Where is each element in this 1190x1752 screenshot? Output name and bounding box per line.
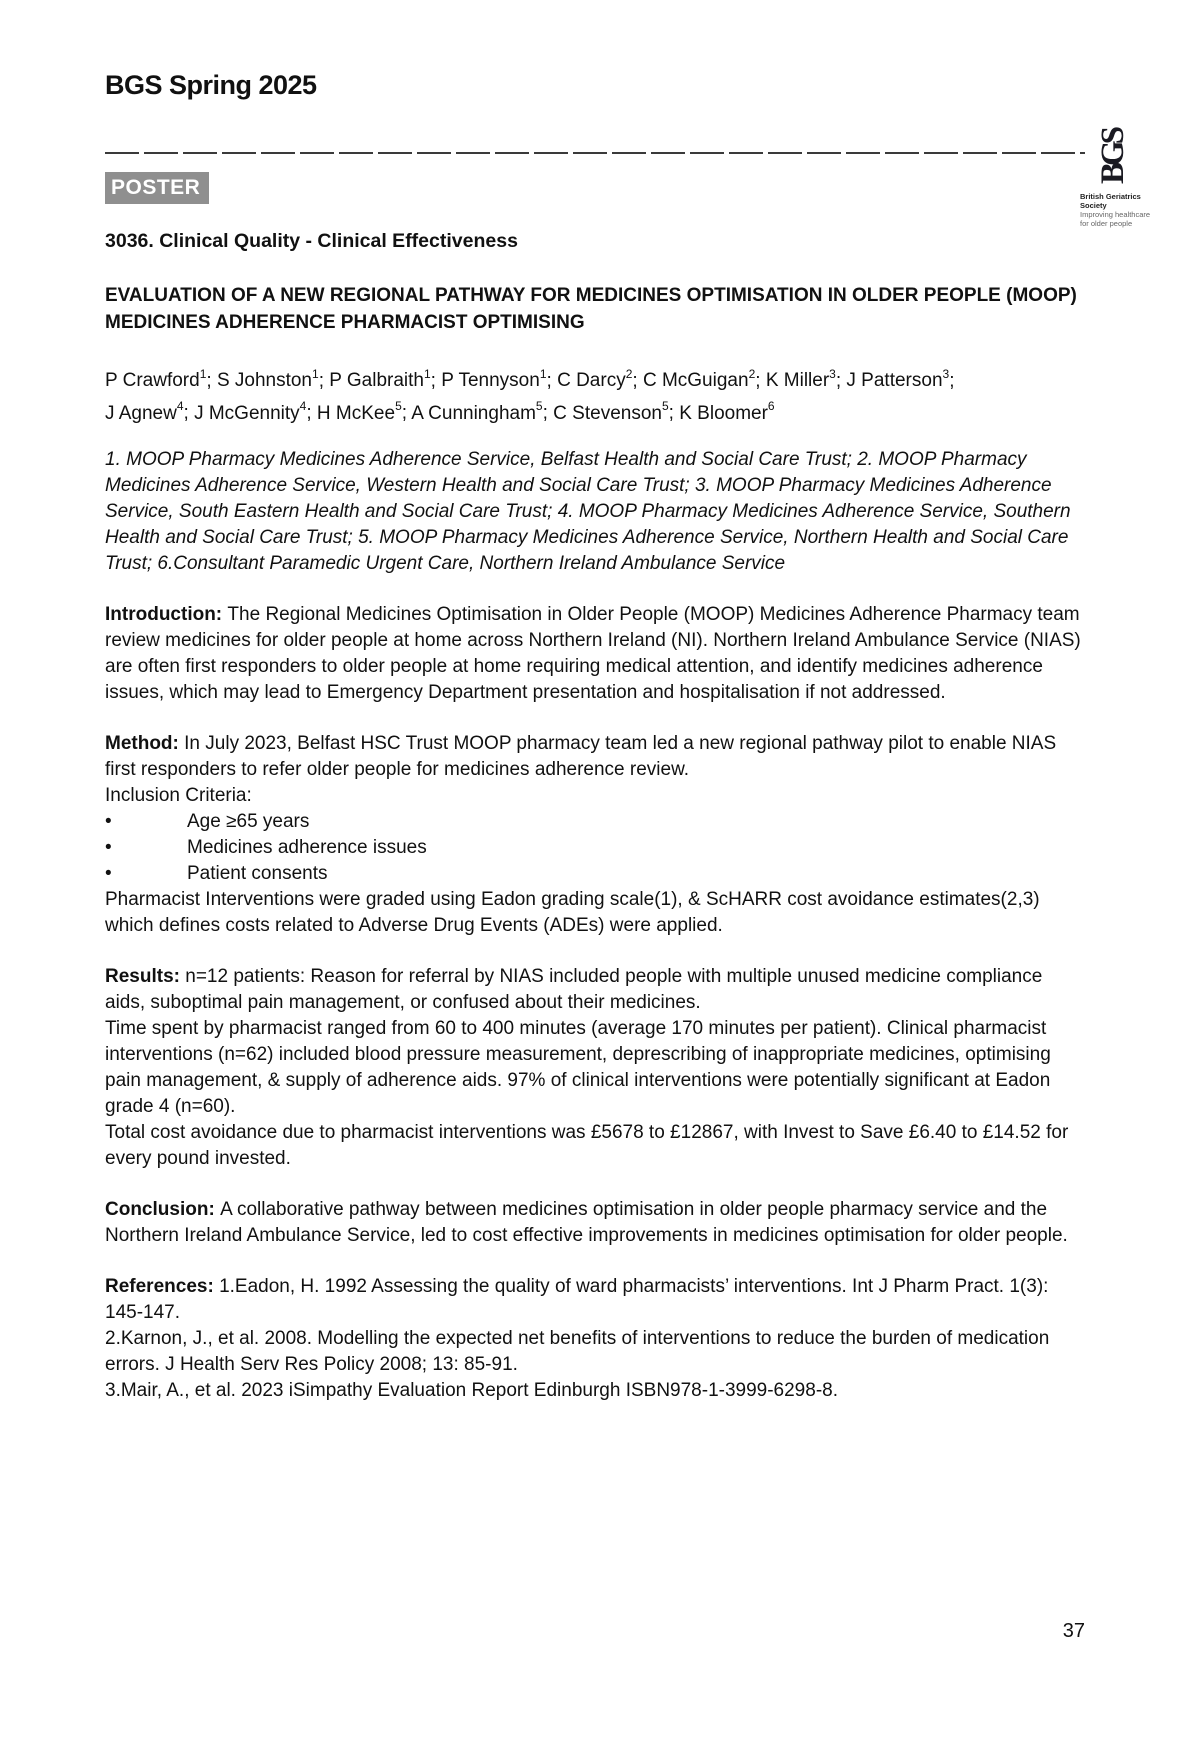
bullet-item [105,809,1085,835]
section-introduction [105,602,1085,706]
logo-tagline-line1: British Geriatrics Society [1080,192,1141,210]
page-title: BGS Spring 2025 [105,70,317,100]
author-name: J Patterson$^3$ [846,367,950,392]
author-name: K Miller$^3$ [765,367,836,392]
author-line: J Agnew$^4$; J McGennity$^4$; H McKee$^5$; A Cunningham$^5$; C Stevenson$^5$; K Bloomer$^6$ [105,399,775,424]
bgs-logo-tagline [1080,192,1160,228]
author-affiliation-number: 2 [748,367,756,381]
section-references [105,1274,1085,1404]
author-affiliation-number: 6 [767,399,775,414]
paragraph: References: 1.Eadon, H. 1992 Assessing the quality of ward pharmacists’ interventions. Int J Pharm Pract. 1(3): 145-147. [105,1275,1049,1323]
abstract-page [0,68,1190,1642]
paragraph: Results: n=12 patients: Reason for referral by NIAS included people with multiple unused medicine compliance aids, suboptimal pain management, or confused about their medicines. [105,965,1043,1013]
paragraph: Pharmacist Interventions were graded using Eadon grading scale(1), & ScHARR cost avoidance estimates(2,3) which defines costs related to Adverse Drug Events (ADEs) were applied. [105,888,1040,936]
section-label: Results: [105,965,186,987]
paragraph: Total cost avoidance due to pharmacist interventions was £5678 to £12867, with Invest to Save £6.40 to £14.52 for every pound invested. [105,1121,1069,1169]
author-name: A Cunningham$^5$ [411,399,543,424]
paragraph: Introduction: The Regional Medicines Optimisation in Older People (MOOP) Medicines Adherence Pharmacy team review medicines for older people at home across Northern Ireland (NI). Northern Ireland Ambulance Service (NIAS) are often first responders to older people at home requiring medical attention, and identify medicines adherence issues, which may lead to Emergency Department presentation and hospitalisation if not addressed. [105,603,1081,703]
bullet-item [105,835,1085,861]
author-affiliation-number: 5 [535,399,543,414]
section-label: Method: [105,732,185,754]
logo-tagline-line3: for older people [1080,219,1133,228]
author-affiliation-number: 2 [625,367,633,381]
bullet-icon: • [105,810,112,832]
author-name: C Stevenson$^5$ [553,399,669,424]
section-results [105,964,1085,1172]
page-number: 37 [1062,1620,1085,1642]
author-affiliation-number: 4 [176,399,184,414]
author-affiliation-number: 1 [423,367,431,381]
bullet-icon: • [105,836,112,858]
abstract-title: EVALUATION OF A NEW REGIONAL PATHWAY FOR MEDICINES OPTIMISATION IN OLDER PEOPLE (MOOP) MEDICINES ADHERENCE PHARMACIST OPTIMISING [105,285,1077,333]
author-affiliation-number: 1 [539,367,547,381]
bullet-text: Age ≥65 years [187,810,310,832]
author-name: P Tennyson$^1$ [441,367,547,392]
paragraph: Method: In July 2023, Belfast HSC Trust MOOP pharmacy team led a new regional pathway pilot to enable NIAS first responders to refer older people for medicines adherence review. [105,732,1057,780]
author-list [105,362,1085,427]
author-name: C McGuigan$^2$ [642,367,756,392]
author-name: P Crawford$^1$ [105,367,207,392]
author-affiliation-number: 3 [942,367,950,381]
author-name: H McKee$^5$ [316,399,402,424]
author-affiliation-number: 1 [199,367,207,381]
paragraph: Conclusion: A collaborative pathway between medicines optimisation in older people pharmacy service and the Northern Ireland Ambulance Service, led to cost effective improvements in medicines optimisation for older people. [105,1198,1068,1246]
session-heading: 3036. Clinical Quality - Clinical Effectiveness [105,230,518,252]
section-method [105,731,1085,939]
bullet-item [105,861,1085,887]
section-conclusion [105,1197,1085,1249]
logo-tagline-line2: Improving healthcare [1080,210,1151,219]
poster-badge: POSTER [105,172,209,204]
section-label: References: [105,1275,220,1297]
abstract-body [105,602,1085,1404]
author-affiliation-number: 5 [661,399,669,414]
author-affiliation-number: 1 [312,367,319,381]
author-name: P Galbraith$^1$ [329,367,431,392]
paragraph: 3.Mair, A., et al. 2023 iSimpathy Evaluation Report Edinburgh ISBN978-1-3999-6298-8. [105,1379,838,1401]
author-line: P Crawford$^1$; S Johnston$^1$; P Galbraith$^1$; P Tennyson$^1$; C Darcy$^2$; C McGuigan$^2$; K Miller$^3$; J Patterson$^3$; [105,367,955,392]
author-name: S Johnston$^1$ [216,367,319,392]
bgs-logo-icon: BGS [1095,129,1131,184]
affiliations: 1. MOOP Pharmacy Medicines Adherence Service, Belfast Health and Social Care Trust; 2. MOOP Pharmacy Medicines Adherence Service, Western Health and Social Care Trust; 3. MOOP Pharmacy Medicines Adherence Service, South Eastern Health and Social Care Trust; 4. MOOP Pharmacy Medicines Adherence Service, Southern Health and Social Care Trust; 5. MOOP Pharmacy Medicines Adherence Service, Northern Health and Social Care Trust; 6.Consultant Paramedic Urgent Care, Northern Ireland Ambulance Service [105,448,1071,574]
author-affiliation-number: 3 [829,367,836,381]
author-name: J Agnew$^4$ [105,399,184,424]
author-affiliation-number: 4 [299,399,307,414]
author-name: K Bloomer$^6$ [679,399,775,424]
bgs-logo [1080,116,1190,228]
paragraph: 2.Karnon, J., et al. 2008. Modelling the expected net benefits of interventions to reduce the burden of medication errors. J Health Serv Res Policy 2008; 13: 85-91. [105,1327,1050,1375]
paragraph: Inclusion Criteria: [105,784,252,806]
paragraph: Time spent by pharmacist ranged from 60 to 400 minutes (average 170 minutes per patient). Clinical pharmacist interventions (n=62) included blood pressure measurement, deprescribing of inappropriate medicines, optimising pain management, & supply of adherence aids. 97% of clinical interventions were potentially significant at Eadon grade 4 (n=60). [105,1017,1051,1117]
bullet-text: Medicines adherence issues [187,836,427,858]
section-label: Introduction: [105,603,228,625]
author-name: C Darcy$^2$ [557,367,633,392]
author-affiliation-number: 5 [395,399,402,414]
section-label: Conclusion: [105,1198,221,1220]
bullet-icon: • [105,862,112,884]
bullet-text: Patient consents [187,862,328,884]
divider [105,152,1085,154]
author-name: J McGennity$^4$ [194,399,307,424]
